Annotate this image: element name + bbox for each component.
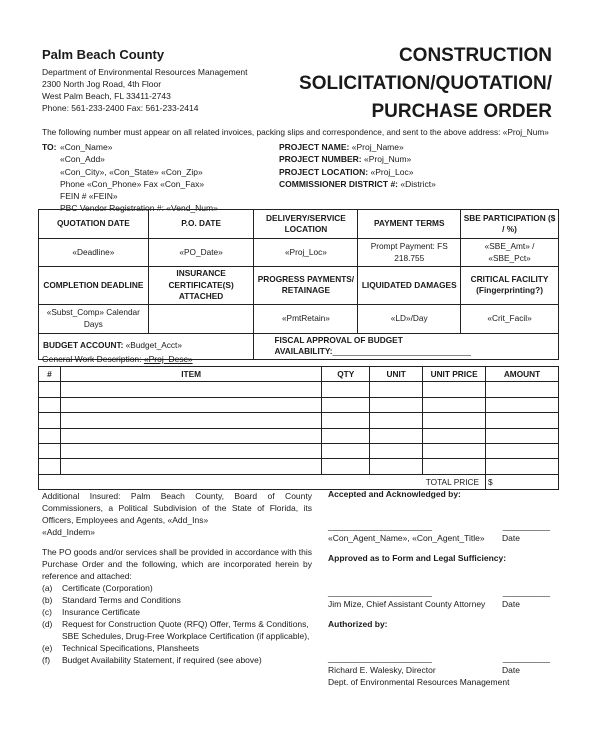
signature-section xyxy=(328,488,558,688)
address-line: 2300 North Jog Road, 4th Floor xyxy=(42,79,162,89)
header-delivery-location: DELIVERY/SERVICE LOCATION xyxy=(254,210,358,239)
value-progress-payments: «PmtRetain» xyxy=(254,304,358,333)
vendor-name: «Con_Name» xyxy=(60,142,113,152)
project-location-value: «Proj_Loc» xyxy=(370,166,414,177)
reference-notice: The following number must appear on all related invoices, packing slips and correspondence, and sent to the above address: «Proj_Num» xyxy=(42,127,549,137)
authorized-label: Authorized by: xyxy=(328,619,388,629)
total-price-value: $ xyxy=(486,474,559,489)
budget-account-value: «Budget_Acct» xyxy=(125,340,182,351)
authorized-signature-line: ______________________ xyxy=(328,653,433,663)
department-address xyxy=(42,66,248,114)
address-line: West Palm Beach, FL 33411-2743 xyxy=(42,91,171,101)
header-progress-payments: PROGRESS PAYMENTS/ RETAINAGE xyxy=(254,267,358,305)
attachment-key: (c) xyxy=(42,607,52,617)
table-row xyxy=(39,443,559,458)
attachment-text: Technical Specifications, Plansheets xyxy=(62,643,200,653)
value-completion-deadline: «Subst_Comp» Calendar Days xyxy=(39,304,149,333)
project-number-label: PROJECT NUMBER: xyxy=(279,154,362,165)
value-critical-facility: «Crit_Facil» xyxy=(461,304,559,333)
header-sbe-participation: SBE PARTICIPATION ($ / %) xyxy=(461,210,559,239)
attachment-key: (f) xyxy=(42,655,51,665)
authorized-date-label: Date xyxy=(502,665,520,675)
table-row xyxy=(39,382,559,397)
value-sbe-participation: «SBE_Amt» / «SBE_Pct» xyxy=(461,239,559,267)
vendor-phone: Phone «Con_Phone» Fax «Con_Fax» xyxy=(60,178,205,189)
vendor-block xyxy=(42,141,218,215)
header-payment-terms: PAYMENT TERMS xyxy=(358,210,461,239)
title-line: SOLICITATION/QUOTATION/ xyxy=(299,73,552,94)
project-location-label: PROJECT LOCATION: xyxy=(279,166,369,177)
order-info-grid xyxy=(38,209,559,360)
work-description xyxy=(42,354,193,364)
attachment-key: (e) xyxy=(42,643,53,653)
approved-signature-line: ______________________ xyxy=(328,587,433,597)
header-completion-deadline: COMPLETION DEADLINE xyxy=(39,267,149,305)
project-name-label: PROJECT NAME: xyxy=(279,142,350,152)
to-label: TO: xyxy=(42,142,57,152)
attachment-item xyxy=(42,654,312,666)
attachment-text: Request for Construction Quote (RFQ) Offer, Terms & Conditions, SBE Schedules, Drug-Free Workplace Certification (if applicable), xyxy=(62,619,310,641)
terms-section xyxy=(42,490,312,666)
title-line: CONSTRUCTION xyxy=(398,45,552,66)
approved-date-line: __________ xyxy=(502,587,550,597)
column-unit: UNIT xyxy=(370,367,423,382)
commissioner-district-label: COMMISSIONER DISTRICT #: xyxy=(279,178,399,189)
column-item: ITEM xyxy=(60,367,321,382)
accepted-date-label: Date xyxy=(502,533,520,543)
authorized-name: Richard E. Walesky, Director xyxy=(328,665,436,675)
additional-insured-text: Additional Insured: Palm Beach County, Board of County Commissioners, a Political Subdivision of the State of Florida, its Officers, Employees and Agents, «Add_Ins» xyxy=(42,491,312,525)
attachment-text: Standard Terms and Conditions xyxy=(62,595,181,605)
project-block xyxy=(279,141,436,190)
commissioner-district-value: «District» xyxy=(400,178,436,189)
address-line: Department of Environmental Resources Management xyxy=(42,67,248,77)
authorized-department: Dept. of Environmental Resources Management xyxy=(328,677,510,687)
attachment-item xyxy=(42,606,312,618)
attachment-text: Certificate (Corporation) xyxy=(62,583,153,593)
value-po-date: «PO_Date» xyxy=(148,239,254,267)
header-po-date: P.O. DATE xyxy=(148,210,254,239)
accepted-label: Accepted and Acknowledged by: xyxy=(328,489,461,499)
attachment-key: (b) xyxy=(42,595,53,605)
fiscal-approval-line: ______________________________ xyxy=(332,346,471,356)
authorized-date-line: __________ xyxy=(502,653,550,663)
attachment-key: (a) xyxy=(42,583,53,593)
county-name: Palm Beach County xyxy=(42,47,165,62)
vendor-fein: FEIN # «FEIN» xyxy=(60,191,118,202)
items-table xyxy=(38,366,559,490)
approved-date-label: Date xyxy=(502,599,520,609)
po-terms-text: The PO goods and/or services shall be provided in accordance with this Purchase Order and the following, which are incorporated herein by reference and attached: xyxy=(42,547,312,581)
accepted-name: «Con_Agent_Name», «Con_Agent_Title» xyxy=(328,533,485,543)
table-row xyxy=(39,413,559,428)
vendor-address: «Con_Add» xyxy=(60,154,105,165)
value-insurance-certificate xyxy=(148,304,254,333)
attachment-item xyxy=(42,618,312,642)
attachment-key: (d) xyxy=(42,619,53,629)
address-line: Phone: 561-233-2400 Fax: 561-233-2414 xyxy=(42,103,199,113)
table-row xyxy=(39,428,559,443)
document-title xyxy=(252,42,552,126)
accepted-signature-line: ______________________ xyxy=(328,521,433,531)
header-liquidated-damages: LIQUIDATED DAMAGES xyxy=(358,267,461,305)
column-amount: AMOUNT xyxy=(486,367,559,382)
value-liquidated-damages: «LD»/Day xyxy=(358,304,461,333)
attachment-item xyxy=(42,594,312,606)
approved-name: Jim Mize, Chief Assistant County Attorney xyxy=(328,599,486,609)
value-quotation-date: «Deadline» xyxy=(39,239,149,267)
table-row xyxy=(39,459,559,474)
approved-label: Approved as to Form and Legal Sufficiency: xyxy=(328,553,507,563)
budget-account-label: BUDGET ACCOUNT: xyxy=(43,340,124,351)
total-price-label: TOTAL PRICE xyxy=(39,474,486,489)
work-description-value: «Proj_Desc» xyxy=(143,354,193,364)
fiscal-approval-label: FISCAL APPROVAL OF BUDGET AVAILABILITY: xyxy=(274,334,403,356)
attachment-text: Budget Availability Statement, if required (see above) xyxy=(62,655,262,665)
vendor-city: «Con_City», «Con_State» «Con_Zip» xyxy=(60,166,203,177)
header-quotation-date: QUOTATION DATE xyxy=(39,210,149,239)
accepted-date-line: __________ xyxy=(502,521,550,531)
additional-indemnity: «Add_Indem» xyxy=(42,527,95,537)
column-number: # xyxy=(39,367,61,382)
header-insurance-certificate: INSURANCE CERTIFICATE(S) ATTACHED xyxy=(148,267,254,305)
title-line: PURCHASE ORDER xyxy=(371,101,552,122)
project-number-value: «Proj_Num» xyxy=(364,154,412,165)
vendor-registration: PBC Vendor Registration #: «Vend_Num» xyxy=(60,203,218,214)
work-description-label: General Work Description: xyxy=(42,354,142,364)
header-critical-facility: CRITICAL FACILITY (Fingerprinting?) xyxy=(461,267,559,305)
fiscal-approval-cell xyxy=(254,333,559,359)
project-name-value: «Proj_Name» xyxy=(351,142,404,152)
attachment-item xyxy=(42,582,312,594)
table-row xyxy=(39,397,559,412)
value-payment-terms: Prompt Payment: FS 218.755 xyxy=(358,239,461,267)
attachment-text: Insurance Certificate xyxy=(62,607,140,617)
column-qty: QTY xyxy=(322,367,370,382)
column-unit-price: UNIT PRICE xyxy=(423,367,486,382)
attachment-item xyxy=(42,642,312,654)
value-delivery-location: «Proj_Loc» xyxy=(254,239,358,267)
